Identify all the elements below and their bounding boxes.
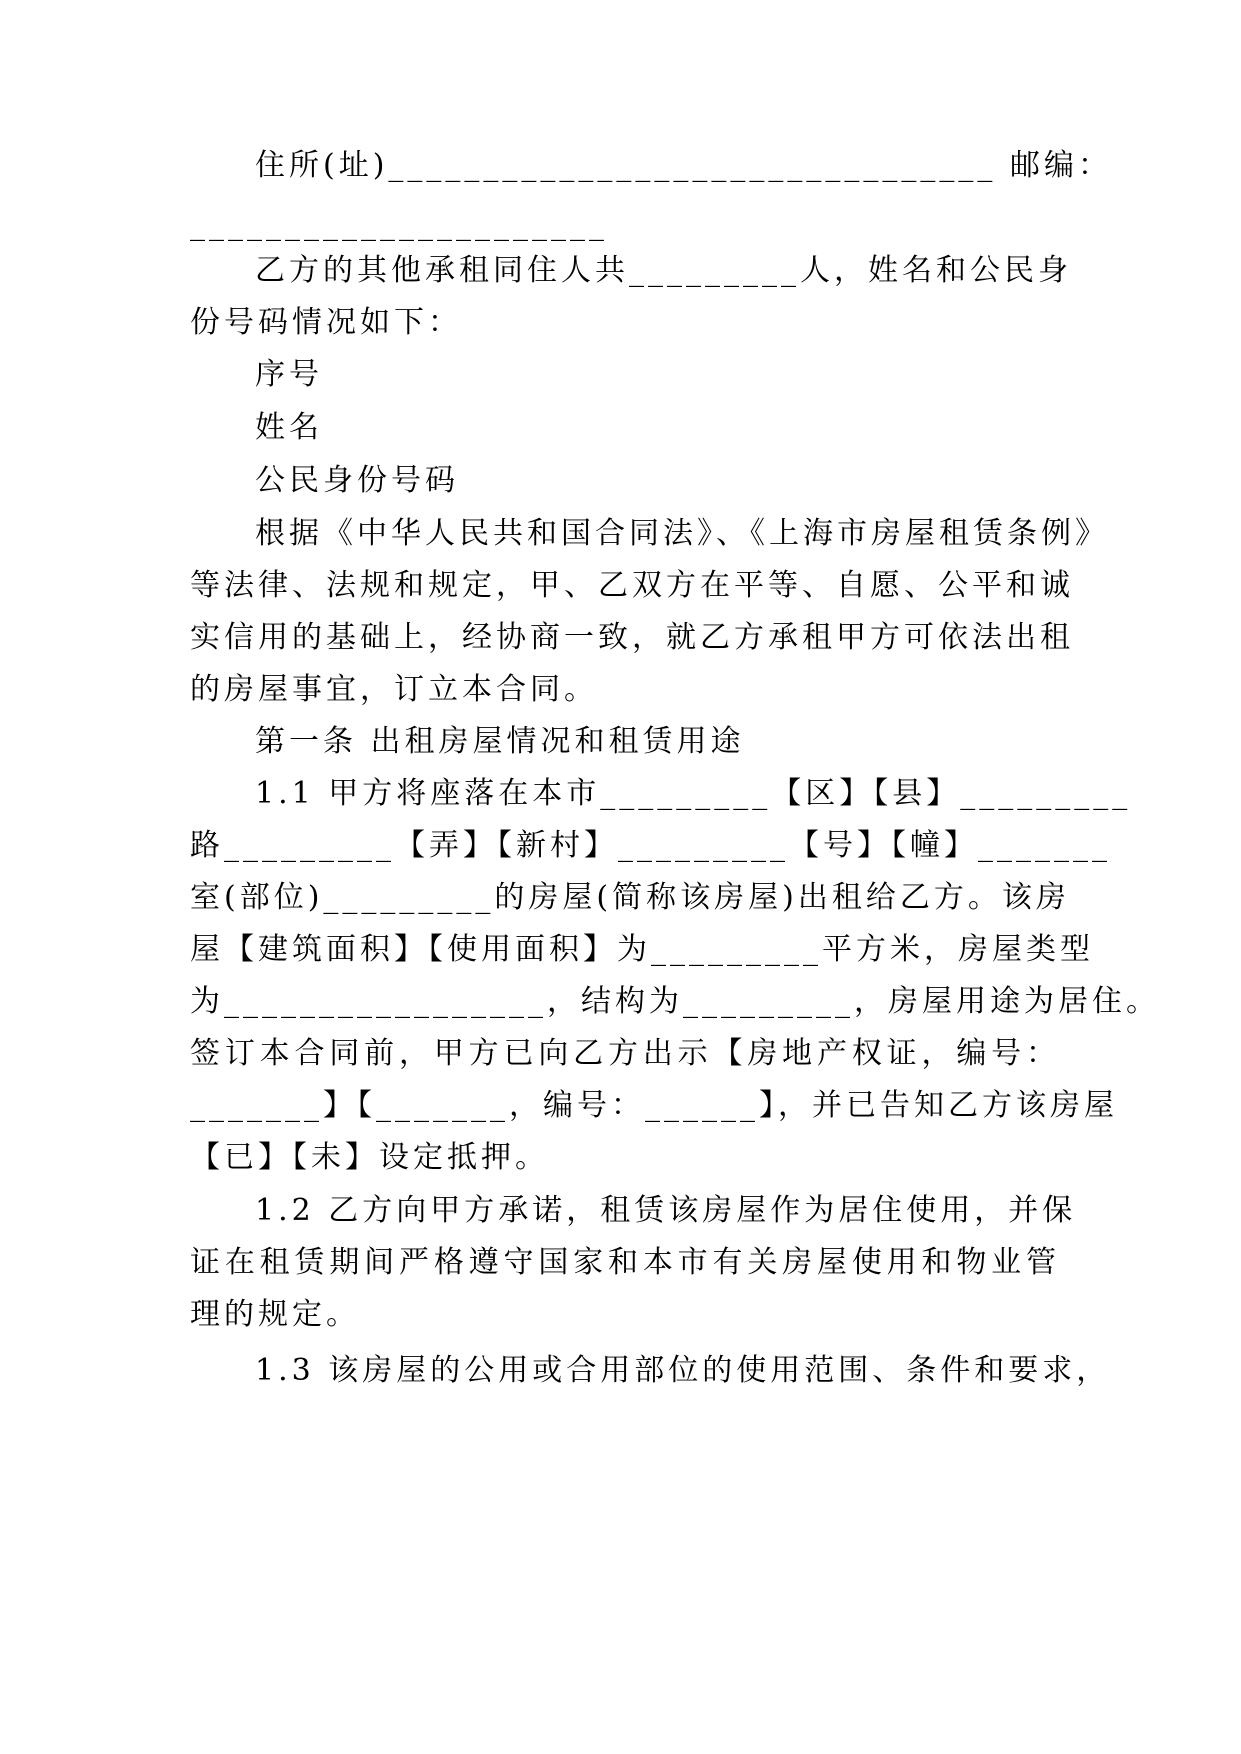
clause-1-1-line-2: 路_________【弄】【新村】_________【号】【幢】_______	[190, 828, 1111, 863]
clause-1-2-line-3: 理的规定。	[190, 1297, 360, 1332]
address-postcode-line: 住所(址)________________________________ 邮编：	[255, 148, 1112, 183]
clause-1-1-line-4: 屋【建筑面积】【使用面积】为_________平方米，房屋类型	[190, 932, 1094, 967]
clause-1-2-line-2: 证在租赁期间严格遵守国家和本市有关房屋使用和物业管	[190, 1245, 1060, 1280]
clause-1-1-line-7: _______】【_______，编号：______】，并已告知乙方该房屋	[190, 1088, 1118, 1123]
clause-1-1-line-5: 为_________________，结构为_________，房屋用途为居住。	[190, 984, 1160, 1019]
clause-1-2-line-1: 1.2 乙方向甲方承诺，租赁该房屋作为居住使用，并保	[255, 1193, 1077, 1228]
article-1-heading: 第一条 出租房屋情况和租赁用途	[255, 724, 745, 759]
clause-1-1-line-3: 室(部位)_________的房屋(简称该房屋)出租给乙方。该房	[190, 880, 1070, 915]
preamble-paragraph-line-4: 的房屋事宜，订立本合同。	[190, 672, 598, 707]
cotenant-count-line: 乙方的其他承租同住人共_________人，姓名和公民身	[255, 253, 1072, 288]
postcode-blank-line: ______________________	[190, 207, 608, 242]
clause-1-1-line-6: 签订本合同前，甲方已向乙方出示【房地产权证，编号：	[190, 1036, 1060, 1071]
cotenant-count-line-2: 份号码情况如下：	[190, 305, 462, 340]
clause-1-3-line-1: 1.3 该房屋的公用或合用部位的使用范围、条件和要求，	[255, 1353, 1111, 1388]
table-header-serial: 序号	[255, 357, 323, 392]
clause-1-1-line-8: 【已】【未】设定抵押。	[190, 1140, 549, 1175]
table-header-name: 姓名	[255, 410, 323, 445]
clause-1-1-line-1: 1.1 甲方将座落在本市_________【区】【县】_________	[255, 776, 1132, 811]
preamble-paragraph-line-1: 根据《中华人民共和国合同法》、《上海市房屋租赁条例》	[255, 516, 1109, 551]
table-header-id-number: 公民身份号码	[255, 463, 459, 498]
preamble-paragraph-line-3: 实信用的基础上，经协商一致，就乙方承租甲方可依法出租	[190, 620, 1074, 655]
preamble-paragraph-line-2: 等法律、法规和规定，甲、乙双方在平等、自愿、公平和诚	[190, 568, 1074, 603]
